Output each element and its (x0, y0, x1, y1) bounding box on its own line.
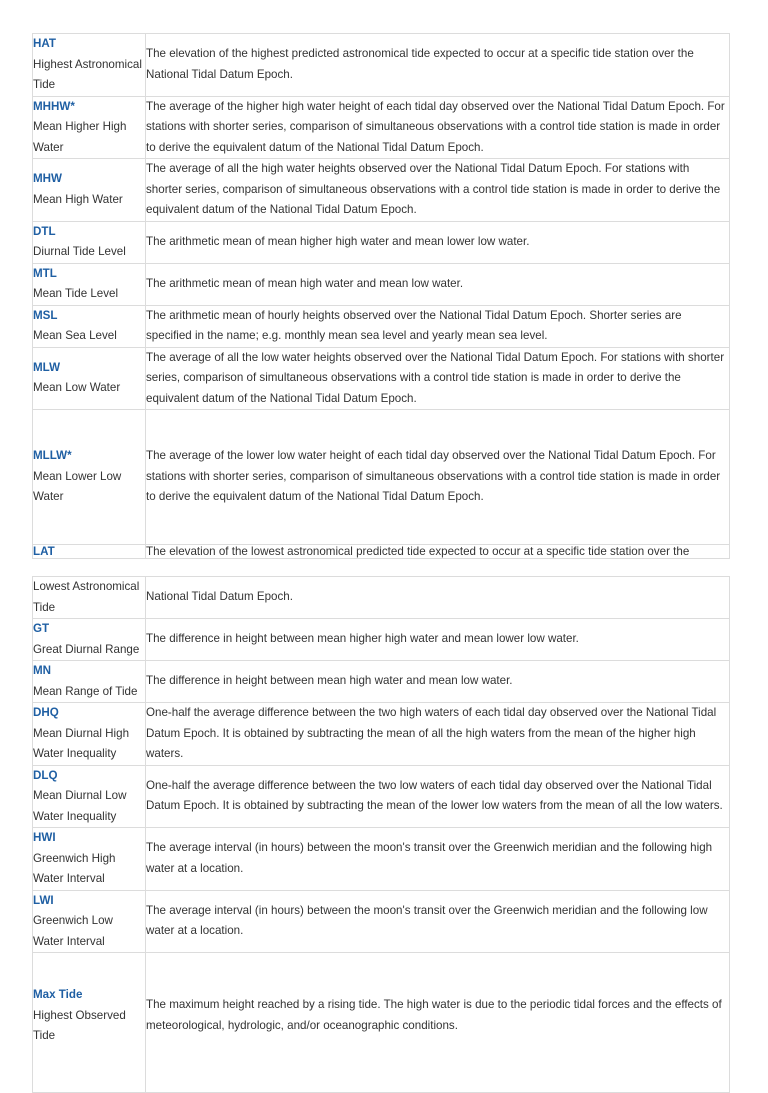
table-row (33, 159, 730, 222)
datum-name: Diurnal Tide Level (33, 245, 126, 258)
term-cell (33, 96, 146, 159)
term-cell (33, 545, 146, 559)
table-row (33, 263, 730, 305)
datum-code: MLLW* (33, 449, 72, 463)
datum-table-bottom (32, 576, 730, 1093)
description-cell: The difference in height between mean high water and mean low water. (146, 661, 730, 703)
table-row (33, 953, 730, 1093)
description-cell: The average of all the high water heights observed over the National Tidal Datum Epoch. For stations with shorter series, comparison of simultaneous observations with a control tide station is made in order to derive the equivalent datum of the National Tidal Datum Epoch. (146, 159, 730, 222)
datum-name: Mean Low Water (33, 381, 121, 395)
term-cell (33, 221, 146, 263)
datum-name: Mean Diurnal Low Water Inequality (33, 789, 127, 823)
table-row (33, 890, 730, 953)
description-cell: The arithmetic mean of mean high water and mean low water. (146, 263, 730, 305)
table-row (33, 765, 730, 828)
datum-code: HWI (33, 831, 56, 844)
description-cell: The arithmetic mean of hourly heights observed over the National Tidal Datum Epoch. Shorter series are specified in the name; e.g. monthly mean sea level and yearly mean sea level. (146, 305, 730, 347)
description-cell: The average of all the low water heights observed over the National Tidal Datum Epoch. For stations with shorter series, comparison of simultaneous observations with a control tide station is made in order to derive the equivalent datum of the National Tidal Datum Epoch. (146, 347, 730, 410)
table-row (33, 34, 730, 97)
description-cell: The average of the lower low water height of each tidal day observed over the National Tidal Datum Epoch. For stations with shorter series, comparison of simultaneous observations with a control tide station is made in order to derive the equivalent datum of the National Tidal Datum Epoch. (146, 410, 730, 545)
datum-code: GT (33, 622, 50, 635)
datum-name: Mean Sea Level (33, 329, 117, 342)
table-row (33, 661, 730, 703)
description-cell: National Tidal Datum Epoch. (146, 577, 730, 619)
description-cell: One-half the average difference between the two high waters of each tidal day observed over the National Tidal Datum Epoch. It is obtained by subtracting the mean of all the high waters from the mean of the higher high waters. (146, 703, 730, 766)
datum-name: Mean High Water (33, 192, 123, 206)
description-cell: The arithmetic mean of mean higher high water and mean lower low water. (146, 221, 730, 263)
term-cell (33, 828, 146, 891)
datum-code: MHHW* (33, 99, 75, 113)
table-row (33, 545, 730, 559)
table-row (33, 221, 730, 263)
term-cell (33, 34, 146, 97)
datum-name: Highest Observed Tide (33, 1008, 126, 1042)
term-cell (33, 619, 146, 661)
description-cell: The average interval (in hours) between the moon's transit over the Greenwich meridian and the following low water at a location. (146, 890, 730, 953)
description-cell: The maximum height reached by a rising tide. The high water is due to the periodic tidal forces and the effects of meteorological, hydrologic, and/or oceanographic conditions. (146, 953, 730, 1093)
datum-code: MTL (33, 266, 57, 280)
term-cell (33, 305, 146, 347)
datum-code: LWI (33, 893, 54, 907)
table-row (33, 577, 730, 619)
term-cell (33, 703, 146, 766)
datum-name: Mean Tide Level (33, 287, 119, 300)
datum-code: MLW (33, 360, 61, 374)
description-cell: The average of the higher high water height of each tidal day observed over the National Tidal Datum Epoch. For stations with shorter series, comparison of simultaneous observations with a control tide station is made in order to derive the equivalent datum of the National Tidal Datum Epoch. (146, 96, 730, 159)
table-row (33, 347, 730, 410)
description-cell: The average interval (in hours) between the moon's transit over the Greenwich meridian and the following high water at a location. (146, 828, 730, 891)
datum-code: MSL (33, 308, 58, 322)
datum-code: Max Tide (33, 988, 83, 1001)
datum-code: MHW (33, 172, 62, 186)
datum-name: Highest Astronomical Tide (33, 57, 142, 91)
datum-code: LAT (33, 545, 55, 558)
datum-code: DTL (33, 224, 56, 238)
description-cell: The difference in height between mean higher high water and mean lower low water. (146, 619, 730, 661)
table-row (33, 828, 730, 891)
datum-table-top (32, 33, 730, 559)
term-cell (33, 159, 146, 222)
description-cell: The elevation of the lowest astronomical predicted tide expected to occur at a specific tide station over the (146, 545, 730, 559)
term-cell (33, 765, 146, 828)
datum-name: Great Diurnal Range (33, 642, 140, 656)
datum-name: Greenwich High Water Interval (33, 851, 116, 885)
description-cell: One-half the average difference between the two low waters of each tidal day observed over the National Tidal Datum Epoch. It is obtained by subtracting the mean of the lower low waters from the mean of all the low waters. (146, 765, 730, 828)
term-cell (33, 263, 146, 305)
term-cell (33, 661, 146, 703)
datum-name: Mean Lower Low Water (33, 469, 122, 504)
term-cell (33, 890, 146, 953)
table-row (33, 410, 730, 545)
table-row (33, 619, 730, 661)
table-row (33, 305, 730, 347)
term-cell (33, 953, 146, 1093)
datum-name: Mean Range of Tide (33, 684, 138, 698)
table-row (33, 96, 730, 159)
term-cell (33, 410, 146, 545)
datum-name: Lowest Astronomical Tide (33, 580, 140, 614)
datum-code: MN (33, 664, 52, 677)
table-row (33, 703, 730, 766)
description-cell: The elevation of the highest predicted astronomical tide expected to occur at a specific tide station over the National Tidal Datum Epoch. (146, 34, 730, 97)
datum-name: Greenwich Low Water Interval (33, 914, 113, 948)
datum-name: Mean Higher High Water (33, 120, 127, 154)
datum-name: Mean Diurnal High Water Inequality (33, 726, 130, 760)
datum-code: DHQ (33, 706, 59, 719)
datum-code: DLQ (33, 768, 58, 782)
datum-code: HAT (33, 37, 56, 50)
term-cell (33, 577, 146, 619)
term-cell (33, 347, 146, 410)
